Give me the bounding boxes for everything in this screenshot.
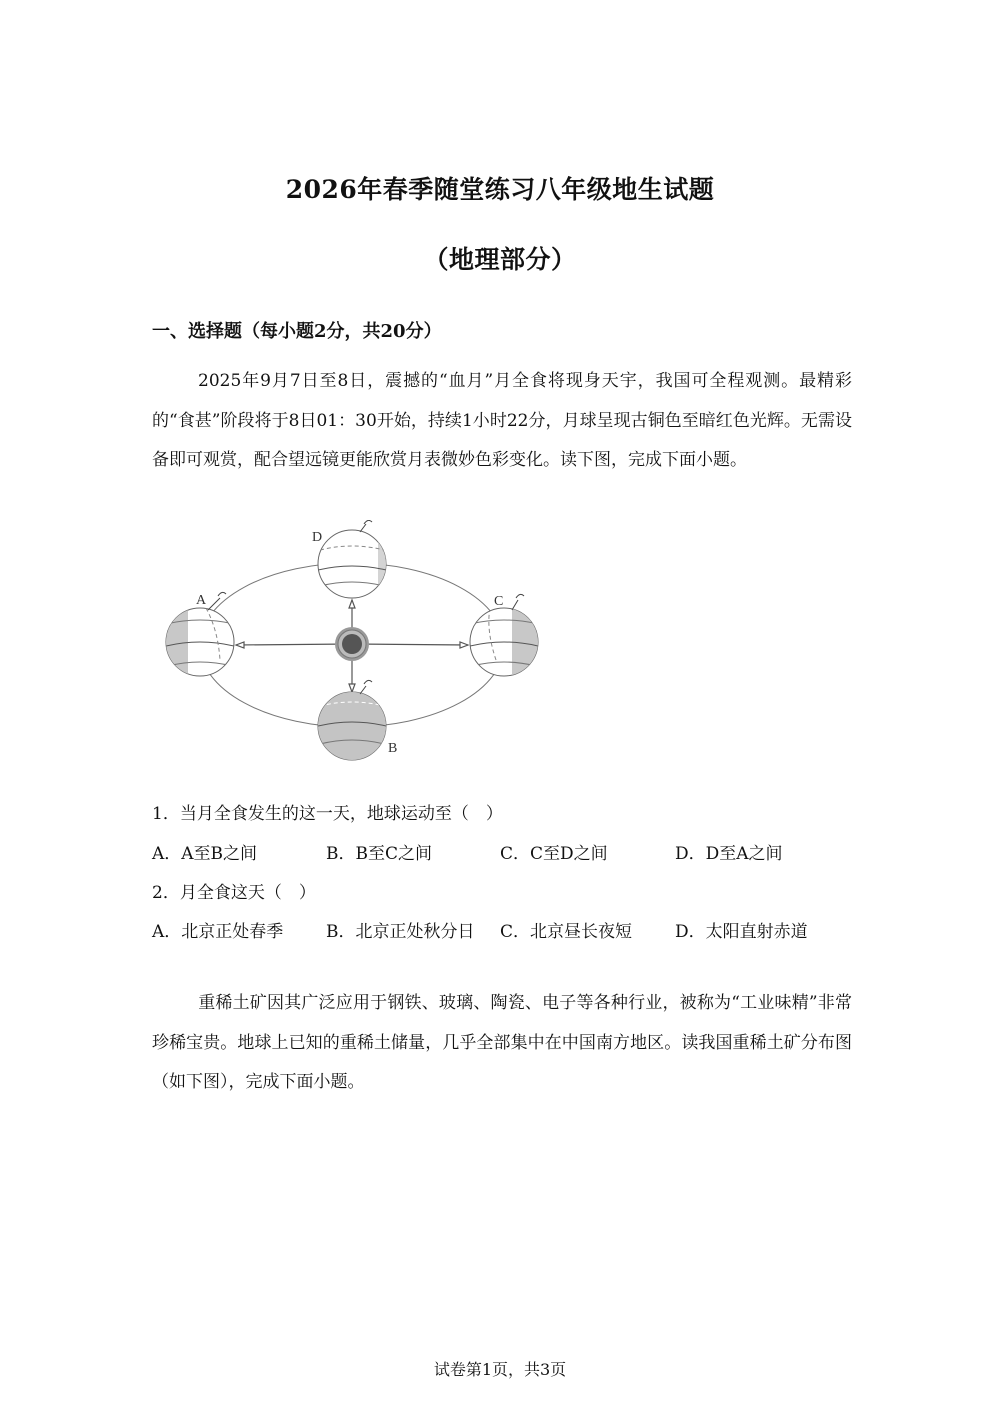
question-1-option-d[interactable]: D．D至A之间 <box>675 844 783 864</box>
earth-position-d <box>318 520 398 610</box>
earth-orbit-diagram <box>160 520 550 765</box>
sun-icon <box>335 627 369 661</box>
question-1-option-c[interactable]: C．C至D之间 <box>500 844 608 864</box>
label-d: D <box>312 530 323 545</box>
question-2-stem: 2．月全食这天（ ） <box>152 883 316 903</box>
question-2-option-a[interactable]: A．北京正处春季 <box>152 922 284 942</box>
passage-eclipse <box>152 362 852 481</box>
question-2-option-c[interactable]: C．北京昼长夜短 <box>500 922 633 942</box>
question-1-stem: 1．当月全食发生的这一天，地球运动至（ ） <box>152 804 503 824</box>
question-1-option-a[interactable]: A．A至B之间 <box>152 844 258 864</box>
question-2-option-d[interactable]: D．太阳直射赤道 <box>675 922 808 942</box>
passage-rare-earth-text: 重稀土矿因其广泛应用于钢铁、玻璃、陶瓷、电子等各种行业，被称为“工业味精”非常珍稀宝贵。地球上已知的重稀土储量，几乎全部集中在中国南方地区。读我国重稀土矿分布图（如下图），完成下面小题。 <box>152 993 852 1092</box>
question-1-option-b[interactable]: B．B至C之间 <box>326 844 432 864</box>
earth-position-b <box>310 680 400 765</box>
exam-title: 2026年春季随堂练习八年级地生试题 <box>285 175 715 204</box>
earth-position-c <box>470 594 550 690</box>
question-2-option-b[interactable]: B．北京正处秋分日 <box>326 922 475 942</box>
passage-eclipse-text: 2025年9月7日至8日，震撼的“血月”月全食将现身天宇，我国可全程观测。最精彩的“食甚”阶段将于8日01：30开始，持续1小时22分，月球呈现古铜色至暗红色光辉。无需设备即可观赏，配合望远镜更能欣赏月表微妙色彩变化。读下图，完成下面小题。 <box>152 371 852 470</box>
page-footer: 试卷第1页，共3页 <box>433 1360 567 1379</box>
label-c: C <box>494 594 504 609</box>
label-b: B <box>388 741 398 756</box>
label-a: A <box>196 593 207 608</box>
exam-subtitle: （地理部分） <box>423 245 577 274</box>
section-heading: 一、选择题（每小题2分，共20分） <box>152 321 442 342</box>
passage-rare-earth <box>152 984 852 1103</box>
